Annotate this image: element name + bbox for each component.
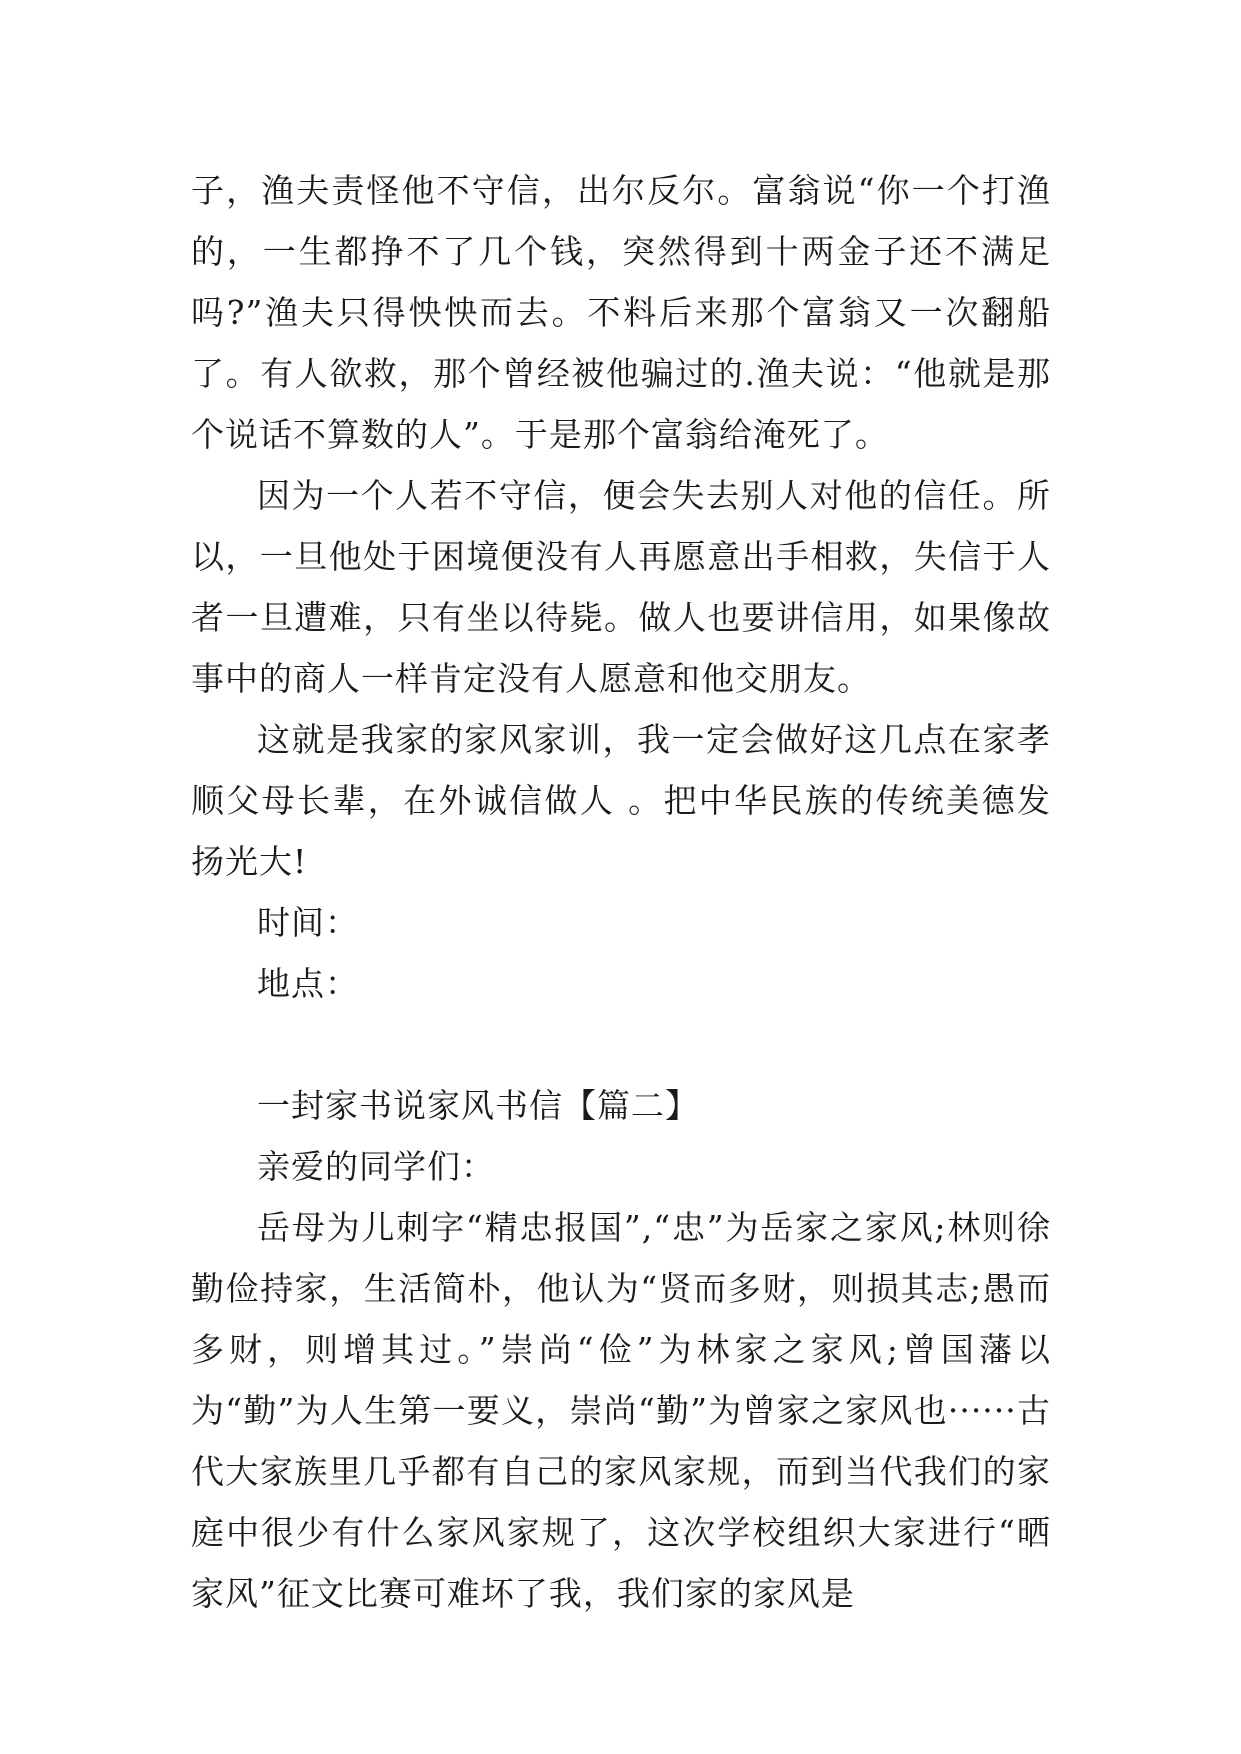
paragraph-family-motto: 这就是我家的家风家训，我一定会做好这几点在家孝顺父母长辈，在外诚信做人 。把中华民族的传统美德发扬光大! [191,720,1051,881]
letter-greeting: 亲爱的同学们： [257,1147,495,1186]
time-label: 时间： [257,903,359,942]
paragraph-trust-lesson: 因为一个人若不守信，便会失去别人对他的信任。所以，一旦他处于困境便没有人再愿意出手相救，失信于人者一旦遭难，只有坐以待毙。做人也要讲信用，如果像故事中的商人一样肯定没有人愿意和他交朋友。 [191,476,1051,698]
section-title: 一封家书说家风书信【篇二】 [257,1086,699,1125]
document-body [191,160,1051,1624]
paragraph-fisherman-story: 子，渔夫责怪他不守信，出尔反尔。富翁说“你一个打渔的，一生都挣不了几个钱，突然得到十两金子还不满足吗?”渔夫只得怏怏而去。不料后来那个富翁又一次翻船了。有人欲救，那个曾经被他骗过的.渔夫说：“他就是那个说话不算数的人”。于是那个富翁给淹死了。 [191,171,1051,454]
place-label: 地点： [257,964,359,1003]
blank-line [191,1014,1051,1075]
paragraph-family-tradition: 岳母为儿刺字“精忠报国”,“忠”为岳家之家风;林则徐勤俭持家，生活简朴，他认为“贤而多财，则损其志;愚而多财，则增其过。”崇尚“俭”为林家之家风;曾国藩以为“勤”为人生第一要义，崇尚“勤”为曾家之家风也······古代大家族里几乎都有自己的家风家规，而到当代我们的家庭中很少有什么家风家规了，这次学校组织大家进行“晒家风”征文比赛可难坏了我，我们家的家风是 [191,1208,1051,1613]
